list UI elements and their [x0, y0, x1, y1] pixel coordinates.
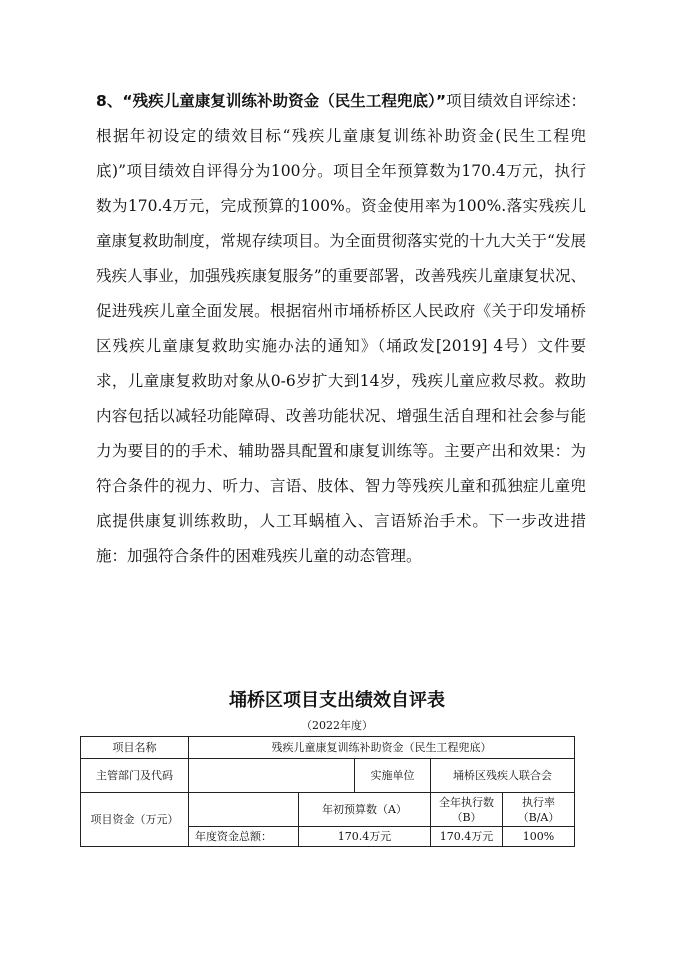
next-steps-text: 。下一步改进措施：加强符合条件的困难残疾儿童的动态管理。	[96, 512, 586, 565]
dept-value	[189, 759, 355, 793]
impl-unit-label: 实施单位	[355, 759, 431, 793]
project-name-label: 项目名称	[81, 737, 189, 759]
row-total-rate: 100%	[503, 827, 575, 847]
project-name-value: 残疾儿童康复训练补助资金（民生工程兜底）	[189, 737, 575, 759]
funds-blank	[189, 793, 299, 827]
performance-summary-paragraph	[96, 84, 586, 574]
row-total-exec: 170.4万元	[431, 827, 503, 847]
impl-unit-value: 埇桥区残疾人联合会	[431, 759, 575, 793]
summary-text: 项目绩效自评综述：根据年初设定的绩效目标“残疾儿童康复训练补助资金(民生工程兜底)”项目绩效自评得分为100分。项目全年预算数为170.4万元，执行数为170.4万元，完成预算的100%。资金使用率为100%.落实残疾儿童康复救助制度，常规存续项目。为全面贯彻落实党的十九大关于“发展残疾人事业，加强残疾康复服务”的重要部署，改善残疾儿童康复状况、促进残疾儿童全面发展。根据宿州市埇桥桥区人民政府《关于印发埇桥区残疾儿童康复救助实施办法的通知》（埇政发[2019] 4号）文件要求，儿童康复救助对象从0-6岁扩大到14岁，残疾儿童应救尽救。救助内容包括以减轻功能障碍、改善功能状况、增强生活自理和社会参与能力为要目的的手术、辅助器具配置和康复训练等。主要产出和效果：为符合条件的视力、听力、言语、肢体、智力等残疾儿童和孤独症儿童兜底提供康复训练救助，人工耳蜗植入、言语矫治手术	[96, 92, 586, 530]
table-title: 埇桥区项目支出绩效自评表	[229, 690, 445, 711]
row-total-budget: 170.4万元	[299, 827, 431, 847]
funds-label: 项目资金（万元）	[81, 793, 189, 847]
table-year: （2022年度）	[301, 719, 373, 732]
item-heading: 8、“残疾儿童康复训练补助资金（民生工程兜底）”	[96, 92, 447, 110]
col-rate-header: 执行率（B/A）	[503, 793, 575, 827]
col-exec-header: 全年执行数（B）	[431, 793, 503, 827]
col-budget-header: 年初预算数（A）	[299, 793, 431, 827]
dept-label: 主管部门及代码	[81, 759, 189, 793]
performance-table	[80, 736, 575, 847]
row-total-label: 年度资金总额：	[189, 827, 299, 847]
